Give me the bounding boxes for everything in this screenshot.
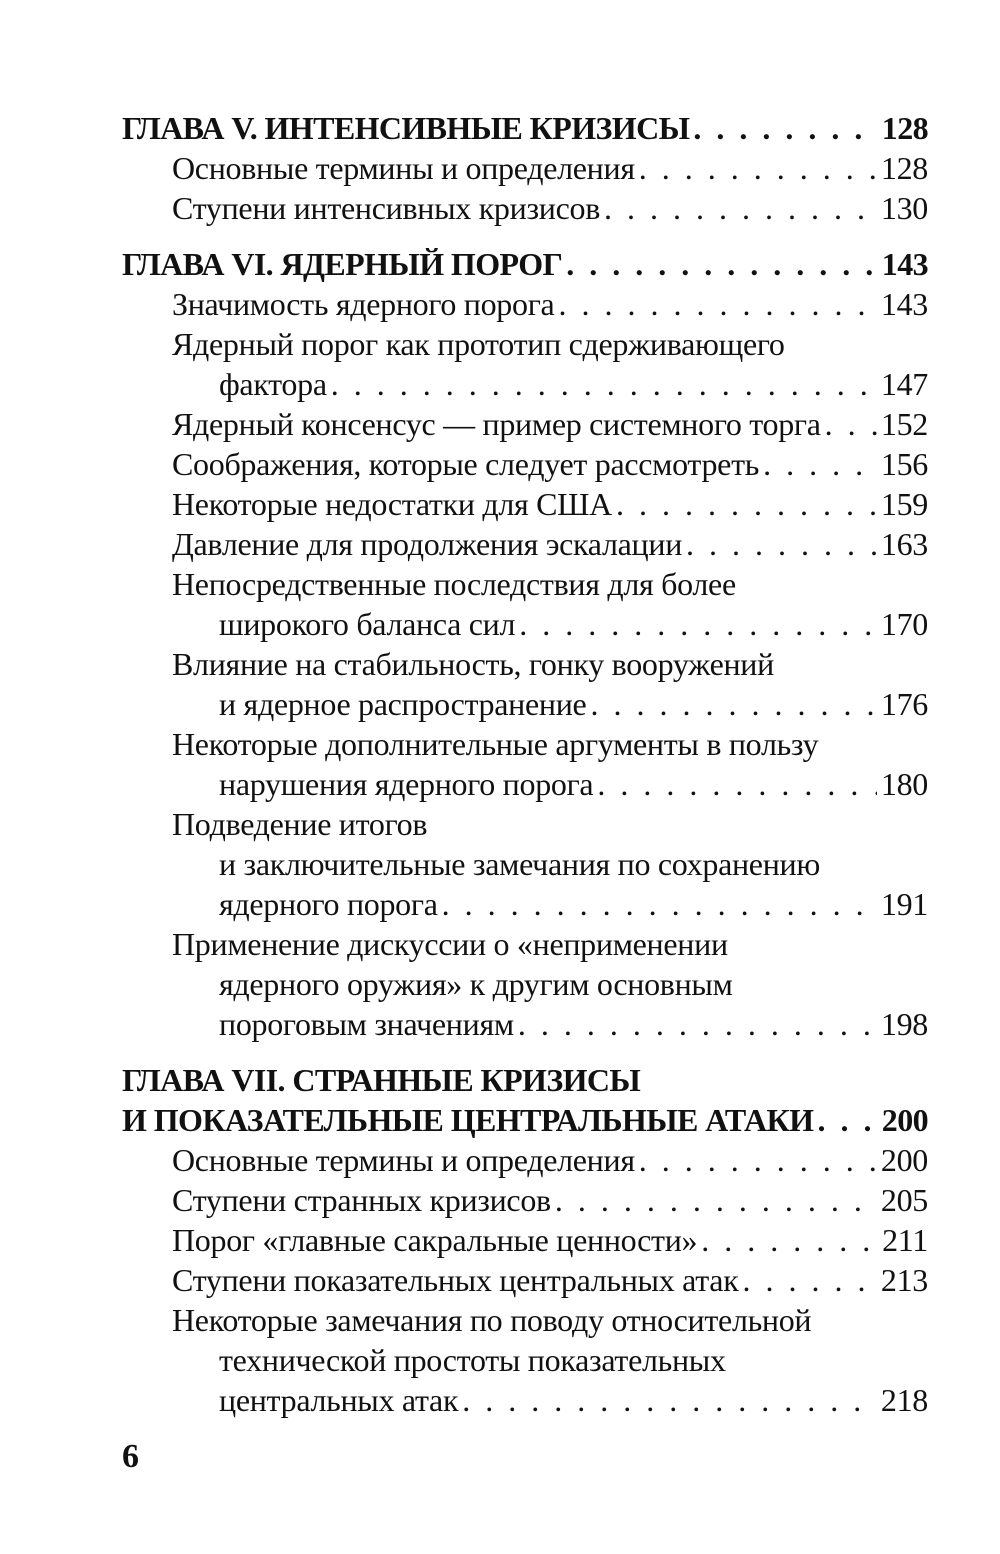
entry-title-continued: широкого баланса сил xyxy=(219,606,516,642)
dot-leader xyxy=(442,884,877,924)
entry-title: Ядерный порог как прототип сдерживающего xyxy=(172,326,785,362)
page-number: 163 xyxy=(880,526,928,562)
toc-entry xyxy=(122,484,928,524)
entry-title: Соображения, которые следует рассмотреть xyxy=(172,446,760,482)
page-number: 159 xyxy=(880,486,928,522)
dot-leader xyxy=(597,764,877,804)
dot-leader xyxy=(763,444,877,484)
toc-entry xyxy=(122,148,928,188)
chapter-title: ГЛАВА VII. СТРАННЫЕ КРИЗИСЫ xyxy=(122,1062,641,1098)
entry-title: Некоторые дополнительные аргументы в пользу xyxy=(172,726,819,762)
entry-title: Некоторые недостатки для США xyxy=(172,486,612,522)
dot-leader xyxy=(701,1220,878,1260)
dot-leader xyxy=(693,108,877,148)
chapter-title: ГЛАВА VI. ЯДЕРНЫЙ ПОРОГ xyxy=(122,246,563,282)
toc-entry xyxy=(122,188,928,228)
page-number: 130 xyxy=(880,190,928,226)
page-number: 128 xyxy=(880,150,928,186)
entry-title: Непосредственные последствия для более xyxy=(172,566,736,602)
toc-entry xyxy=(122,324,928,404)
dot-leader xyxy=(604,188,877,228)
entry-title: Некоторые замечания по поводу относительной xyxy=(172,1302,812,1338)
entry-title-continued: ядерного оружия» к другим основным xyxy=(219,966,733,1002)
dot-leader xyxy=(518,1004,877,1044)
dot-leader xyxy=(566,244,878,284)
entry-title-continued: фактора xyxy=(219,366,327,402)
page-number: 143 xyxy=(880,286,928,322)
page-number: 200 xyxy=(880,1142,928,1178)
page-number: 152 xyxy=(880,406,928,442)
chapter-6 xyxy=(122,244,928,1044)
entry-title: Влияние на стабильность, гонку вооружений xyxy=(172,646,774,682)
entry-title: Давление для продолжения эскалации xyxy=(172,526,683,562)
chapter-5 xyxy=(122,108,928,228)
dot-leader xyxy=(825,404,877,444)
toc-entry xyxy=(122,924,928,1044)
toc-entry xyxy=(122,564,928,644)
toc-entry xyxy=(122,284,928,324)
entry-title: Порог «главные сакральные ценности» xyxy=(172,1222,698,1258)
entry-title: Подведение итогов xyxy=(172,806,428,842)
dot-leader xyxy=(519,604,877,644)
page-number: 198 xyxy=(880,1006,928,1042)
entry-title-continued: технической простоты показательных xyxy=(219,1342,726,1378)
toc-entry xyxy=(122,644,928,724)
entry-title-continued: и ядерное распространение xyxy=(219,686,587,722)
chapter-heading xyxy=(122,108,928,148)
entry-title: Ступени показательных центральных атак xyxy=(172,1262,739,1298)
entry-title: Ступени интенсивных кризисов xyxy=(172,190,601,226)
page-number: 176 xyxy=(880,686,928,722)
chapter-heading-continued xyxy=(122,1100,928,1140)
dot-leader xyxy=(558,284,876,324)
dot-leader xyxy=(590,684,876,724)
dot-leader xyxy=(616,484,877,524)
toc-entry xyxy=(122,724,928,804)
toc-entry xyxy=(122,1180,928,1220)
page-folio: 6 xyxy=(122,1438,139,1475)
page-number: 191 xyxy=(880,886,928,922)
page-number: 180 xyxy=(880,766,928,802)
entry-title: Основные термины и определения xyxy=(172,150,635,186)
entry-title: Ядерный консенсус — пример системного торга xyxy=(172,406,821,442)
table-of-contents xyxy=(122,108,928,1420)
toc-entry xyxy=(122,404,928,444)
page-number: 128 xyxy=(881,110,928,146)
dot-leader xyxy=(742,1260,876,1300)
entry-title-continued: ядерного порога xyxy=(219,886,438,922)
entry-title-continued: нарушения ядерного порога xyxy=(219,766,594,802)
toc-entry xyxy=(122,444,928,484)
chapter-heading xyxy=(122,1060,928,1100)
toc-entry xyxy=(122,524,928,564)
page-number: 147 xyxy=(880,366,928,402)
toc-entry xyxy=(122,1220,928,1260)
page-number: 205 xyxy=(880,1182,928,1218)
dot-leader xyxy=(331,364,877,404)
toc-entry xyxy=(122,1260,928,1300)
dot-leader xyxy=(555,1180,877,1220)
entry-title: Применение дискуссии о «неприменении xyxy=(172,926,728,962)
dot-leader xyxy=(639,1140,877,1180)
page-number: 218 xyxy=(880,1382,928,1418)
dot-leader xyxy=(462,1380,877,1420)
dot-leader xyxy=(639,148,877,188)
chapter-heading xyxy=(122,244,928,284)
page-number: 156 xyxy=(880,446,928,482)
chapter-7 xyxy=(122,1060,928,1420)
page-number: 211 xyxy=(882,1222,928,1258)
entry-title: Основные термины и определения xyxy=(172,1142,635,1178)
chapter-title-continued: И ПОКАЗАТЕЛЬНЫЕ ЦЕНТРАЛЬНЫЕ АТАКИ xyxy=(122,1102,814,1138)
entry-title: Значимость ядерного порога xyxy=(172,286,555,322)
entry-title: Ступени странных кризисов xyxy=(172,1182,551,1218)
page-number: 143 xyxy=(881,246,928,282)
page-number: 200 xyxy=(881,1102,928,1138)
page-number: 170 xyxy=(880,606,928,642)
page-number: 213 xyxy=(880,1262,928,1298)
chapter-title: ГЛАВА V. ИНТЕНСИВНЫЕ КРИЗИСЫ xyxy=(122,110,690,146)
toc-entry xyxy=(122,1300,928,1420)
entry-title-continued: центральных атак xyxy=(219,1382,459,1418)
toc-entry xyxy=(122,1140,928,1180)
toc-entry xyxy=(122,804,928,924)
entry-title-continued: и заключительные замечания по сохранению xyxy=(219,846,820,882)
dot-leader xyxy=(817,1100,877,1140)
dot-leader xyxy=(686,524,877,564)
entry-title-continued: пороговым значениям xyxy=(219,1006,514,1042)
